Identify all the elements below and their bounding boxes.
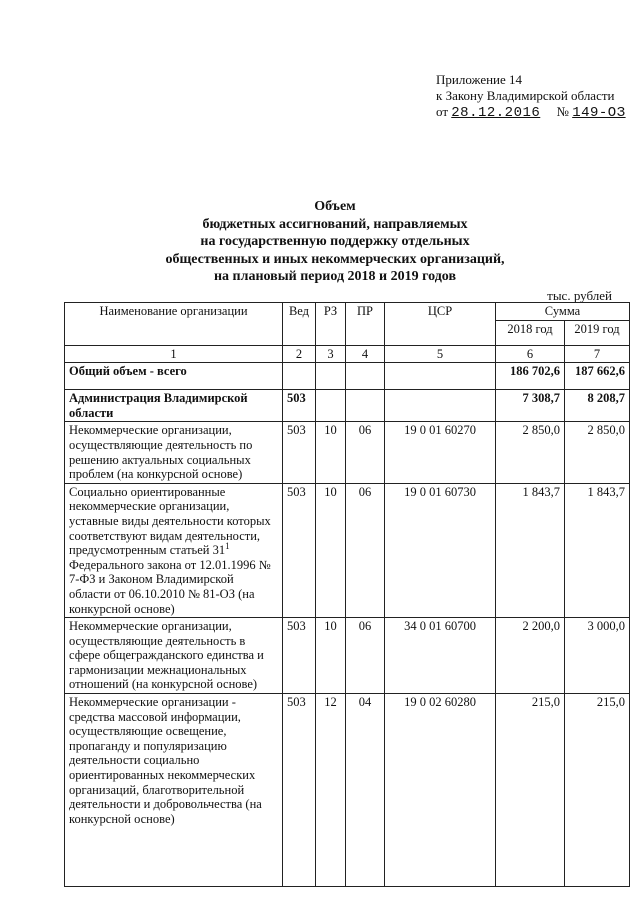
row-rz: 10	[316, 422, 346, 483]
table-header-row	[65, 303, 630, 321]
header-csr: ЦСР	[385, 303, 496, 346]
row-name: Некоммерческие организации, осуществляющие деятельность в сфере общегражданского единства и гармонизации межнациональных отношений (на конкурсной основе)	[65, 618, 283, 694]
title-line-4: общественных и иных некоммерческих организаций,	[165, 251, 505, 267]
admin-2019: 8 208,7	[565, 390, 630, 422]
admin-name: Администрация Владимирской области	[65, 390, 283, 422]
col-number: 2	[283, 345, 316, 363]
row-2018: 215,0	[496, 694, 565, 887]
appendix-number-label: №	[556, 104, 569, 119]
row-2019: 3 000,0	[565, 618, 630, 694]
total-2019: 187 662,6	[565, 363, 630, 390]
appendix-law-ref: к Закону Владимирской области	[436, 88, 615, 103]
title-line-5: на плановый период 2018 и 2019 годов	[213, 269, 457, 284]
appendix-header	[436, 72, 626, 121]
row-2019: 215,0	[565, 694, 630, 887]
appendix-date-line	[436, 104, 626, 121]
row-ved: 503	[283, 694, 316, 887]
row-name: Некоммерческие организации - средства массовой информации, осуществляющие освещение, пропаганду и популяризацию деятельности социально ориентированных некоммерческих организаций, благотворительной деятельности и добровольчества (на конкурсной основе)	[65, 694, 283, 887]
row-rz: 10	[316, 618, 346, 694]
table-row	[65, 618, 630, 694]
col-number: 3	[316, 345, 346, 363]
col-number: 1	[65, 345, 283, 363]
appendix-number: Приложение 14	[436, 72, 523, 87]
row-2019: 2 850,0	[565, 422, 630, 483]
column-number-row	[65, 345, 630, 363]
appendix-law-number: 149-ОЗ	[572, 105, 626, 121]
total-row	[65, 363, 630, 390]
row-ved: 503	[283, 483, 316, 617]
appendix-date: 28.12.2016	[451, 105, 541, 121]
header-ved: Вед	[283, 303, 316, 346]
row-name-superscript: 1	[225, 540, 230, 551]
title-line-1: Объем	[314, 199, 356, 214]
header-name: Наименование организации	[65, 303, 283, 346]
admin-row	[65, 390, 630, 422]
header-sum: Сумма	[496, 303, 630, 321]
header-2018: 2018 год	[496, 320, 565, 345]
table-row	[65, 483, 630, 617]
row-rz: 12	[316, 694, 346, 887]
row-2019: 1 843,7	[565, 483, 630, 617]
row-csr: 19 0 01 60270	[385, 422, 496, 483]
appendix-date-prefix: от	[436, 104, 449, 119]
table-row	[65, 422, 630, 483]
title-line-3: на государственную поддержку отдельных	[200, 234, 470, 249]
col-number: 6	[496, 345, 565, 363]
row-2018: 2 850,0	[496, 422, 565, 483]
header-rz: РЗ	[316, 303, 346, 346]
row-2018: 1 843,7	[496, 483, 565, 617]
total-name: Общий объем - всего	[65, 363, 283, 390]
row-csr: 19 0 01 60730	[385, 483, 496, 617]
total-2018: 186 702,6	[496, 363, 565, 390]
row-2018: 2 200,0	[496, 618, 565, 694]
row-rz: 10	[316, 483, 346, 617]
row-csr: 34 0 01 60700	[385, 618, 496, 694]
col-number: 5	[385, 345, 496, 363]
row-name-part-2: Федерального закона от 12.01.1996 № 7-ФЗ и Законом Владимирской области от 06.10.2010 № 81-ОЗ (на конкурсной основе)	[69, 557, 271, 616]
row-pr: 06	[346, 422, 385, 483]
header-2019: 2019 год	[565, 320, 630, 345]
header-pr: ПР	[346, 303, 385, 346]
admin-ved: 503	[283, 390, 316, 422]
col-number: 4	[346, 345, 385, 363]
units-label: тыс. рублей	[547, 288, 612, 303]
row-ved: 503	[283, 422, 316, 483]
row-pr: 06	[346, 483, 385, 617]
admin-2018: 7 308,7	[496, 390, 565, 422]
title-line-2: бюджетных ассигнований, направляемых	[202, 216, 468, 232]
document-title	[100, 198, 570, 286]
col-number: 7	[565, 345, 630, 363]
row-pr: 04	[346, 694, 385, 887]
row-csr: 19 0 02 60280	[385, 694, 496, 887]
row-pr: 06	[346, 618, 385, 694]
table-row	[65, 694, 630, 887]
budget-table	[64, 302, 630, 887]
row-name	[65, 483, 283, 617]
row-name: Некоммерческие организации, осуществляющие деятельность по решению актуальных социальных проблем (на конкурсной основе)	[65, 422, 283, 483]
row-name-part-1: Социально ориентированные некоммерческие организации, уставные виды деятельности которых соответствуют видам деятельности, предусмотренным статьей 31	[69, 484, 271, 558]
row-ved: 503	[283, 618, 316, 694]
